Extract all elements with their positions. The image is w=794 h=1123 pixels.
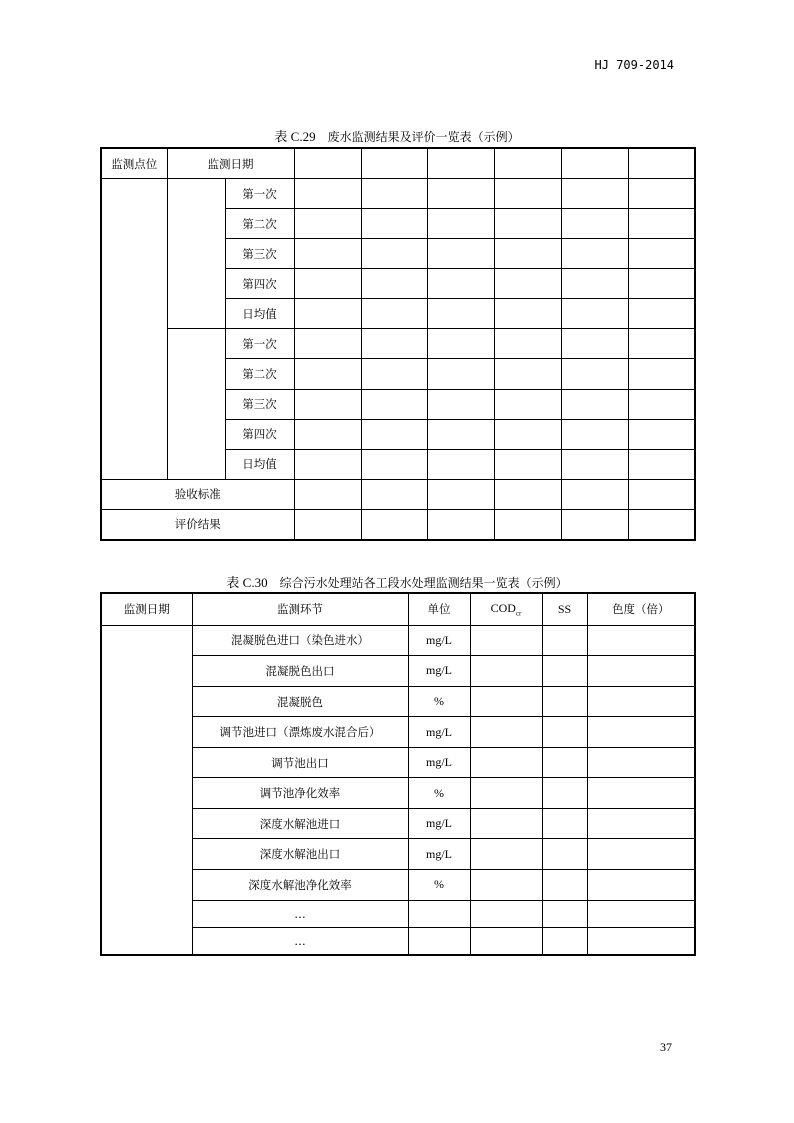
header-cod: $COD_{cr}$ — [470, 593, 542, 625]
unit-cell: mg/L — [408, 717, 470, 748]
table-row — [101, 625, 695, 656]
table-c30-caption — [100, 572, 694, 591]
table-row — [101, 179, 695, 209]
acceptance-standard-row — [101, 479, 695, 509]
row-label: 日均值 — [225, 299, 294, 329]
unit-cell: mg/L — [408, 625, 470, 656]
stage-cell: 混凝脱色出口 — [192, 656, 408, 687]
unit-cell: % — [408, 686, 470, 717]
row-label: 第一次 — [225, 179, 294, 209]
row-label: 第四次 — [225, 419, 294, 449]
evaluation-result-row — [101, 509, 695, 540]
header-color: 色度（倍） — [587, 593, 695, 625]
unit-cell — [408, 927, 470, 955]
unit-cell: % — [408, 870, 470, 901]
header-unit: 单位 — [408, 593, 470, 625]
document-code: HJ 709-2014 — [594, 58, 674, 72]
table-c30-title: 综合污水处理站各工段水处理监测结果一览表（示例） — [279, 576, 568, 590]
date-cell — [101, 625, 192, 955]
date-cell — [167, 329, 225, 479]
unit-cell — [408, 900, 470, 927]
stage-cell: 调节池出口 — [192, 747, 408, 778]
row-label: 第二次 — [225, 209, 294, 239]
table-c29-title: 废水监测结果及评价一览表（示例） — [327, 130, 520, 144]
stage-cell: 深度水解池进口 — [192, 808, 408, 839]
table-c30 — [100, 592, 696, 956]
header-stage: 监测环节 — [192, 593, 408, 625]
header-point: 监测点位 — [101, 148, 167, 179]
unit-cell: mg/L — [408, 656, 470, 687]
table-c30-number: 表 C.30 — [226, 575, 268, 590]
unit-cell: mg/L — [408, 839, 470, 870]
unit-cell: % — [408, 778, 470, 809]
date-cell — [167, 179, 225, 329]
stage-cell: 深度水解池净化效率 — [192, 870, 408, 901]
acceptance-standard-label: 验收标准 — [101, 479, 294, 509]
table-c29-header-row — [101, 148, 695, 179]
row-label: 第三次 — [225, 239, 294, 269]
row-label: 第三次 — [225, 389, 294, 419]
row-label: 日均值 — [225, 449, 294, 479]
stage-cell: … — [192, 900, 408, 927]
table-c29-number: 表 C.29 — [274, 129, 316, 144]
stage-cell: 混凝脱色进口（染色进水） — [192, 625, 408, 656]
header-ss: SS — [542, 593, 587, 625]
row-label: 第四次 — [225, 269, 294, 299]
stage-cell: 调节池净化效率 — [192, 778, 408, 809]
header-date: 监测日期 — [167, 148, 294, 179]
stage-cell: 深度水解池出口 — [192, 839, 408, 870]
table-c29-caption — [100, 126, 694, 145]
header-date: 监测日期 — [101, 593, 192, 625]
row-label: 第一次 — [225, 329, 294, 359]
unit-cell: mg/L — [408, 808, 470, 839]
point-cell — [101, 179, 167, 479]
table-row — [101, 329, 695, 359]
stage-cell: 调节池进口（漂炼废水混合后） — [192, 717, 408, 748]
row-label: 第二次 — [225, 359, 294, 389]
table-c29 — [100, 147, 696, 541]
stage-cell: … — [192, 927, 408, 955]
stage-cell: 混凝脱色 — [192, 686, 408, 717]
page-number: 37 — [660, 1040, 672, 1054]
unit-cell: mg/L — [408, 747, 470, 778]
evaluation-result-label: 评价结果 — [101, 509, 294, 540]
table-c30-header-row — [101, 593, 695, 625]
